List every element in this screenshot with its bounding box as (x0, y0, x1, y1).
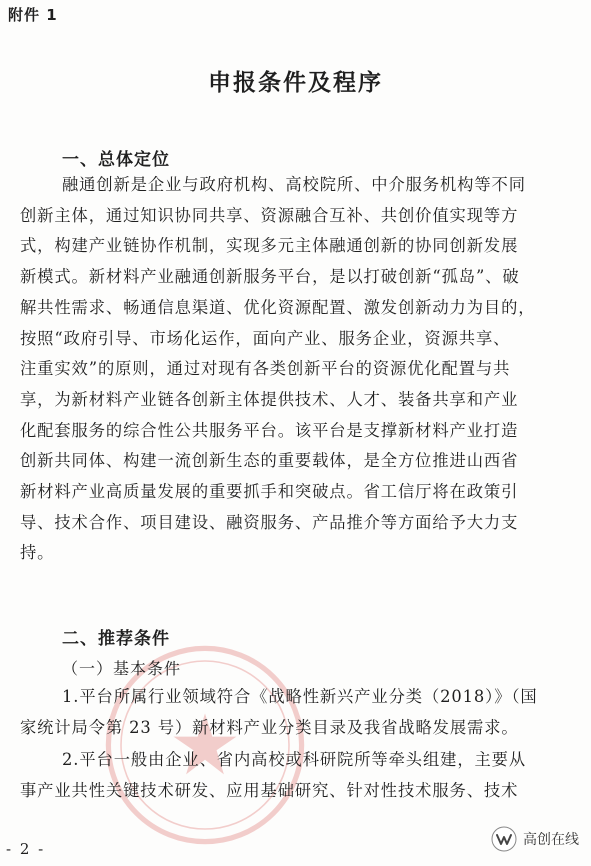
watermark-text: 高创在线 (523, 832, 579, 848)
watermark (491, 826, 579, 852)
paragraph-line: 2.平台一般由企业、省内高校或科研院所等牵头组建，主要从 (62, 750, 527, 769)
section-heading-overall-positioning: 一、总体定位 (62, 150, 170, 170)
paragraph-line: 注重实效”的原则，通过对现有各类创新平台的资源优化配置与共 (20, 359, 511, 379)
paragraph-line: 家统计局令第 23 号）新材料产业分类目录及我省战略发展需求。 (20, 717, 519, 737)
wechat-channel-icon (491, 826, 517, 852)
paragraph-line: 事产业共性关键技术研发、应用基础研究、针对性技术服务、技术 (20, 780, 519, 800)
page-number: - 2 - (6, 840, 46, 858)
document-title: 申报条件及程序 (208, 70, 383, 96)
section-heading-recommendation-conditions: 二、推荐条件 (62, 629, 170, 649)
paragraph-line: 式，构建产业链协作机制，实现多元主体融通创新的协同创新发展 (20, 236, 519, 256)
paragraph-line: 创新主体，通过知识协同共享、资源融合互补、共创价值实现等方 (20, 205, 519, 225)
paragraph-line: 新模式。新材料产业融通创新服务平台，是以打破创新“孤岛”、破 (20, 267, 520, 287)
paragraph-line: 新材料产业高质量发展的重要抓手和突破点。省工信厅将在政策引 (20, 482, 519, 502)
paragraph-line: 导、技术合作、项目建设、融资服务、产品推介等方面给予大力支 (20, 512, 519, 532)
attachment-label: 附件 1 (8, 6, 58, 24)
paragraph-line: 1.平台所属行业领域符合《战略性新兴产业分类（2018）》（国 (62, 687, 538, 706)
paragraph-line: 按照“政府引导、市场化运作，面向产业、服务企业，资源共享、 (20, 328, 511, 348)
item2-paragraph (20, 745, 578, 806)
paragraph-line: 解共性需求、畅通信息渠道、优化资源配置、激发创新动力为目的， (20, 297, 536, 317)
paragraph-line: 化配套服务的综合性公共服务平台。该平台是支撑新材料产业打造 (20, 420, 519, 440)
paragraph-line: 持。 (20, 543, 55, 563)
section1-paragraph (20, 170, 578, 569)
paragraph-line: 享，为新材料产业链各创新主体提供技术、人才、装备共享和产业 (20, 389, 519, 409)
paragraph-line: 融通创新是企业与政府机构、高校院所、中介服务机构等不同 (62, 175, 526, 194)
sub-heading-basic-conditions: （一）基本条件 (62, 659, 182, 678)
paragraph-line: 创新共同体、构建一流创新生态的重要载体，是全方位推进山西省 (20, 451, 519, 471)
item1-paragraph (20, 682, 578, 743)
